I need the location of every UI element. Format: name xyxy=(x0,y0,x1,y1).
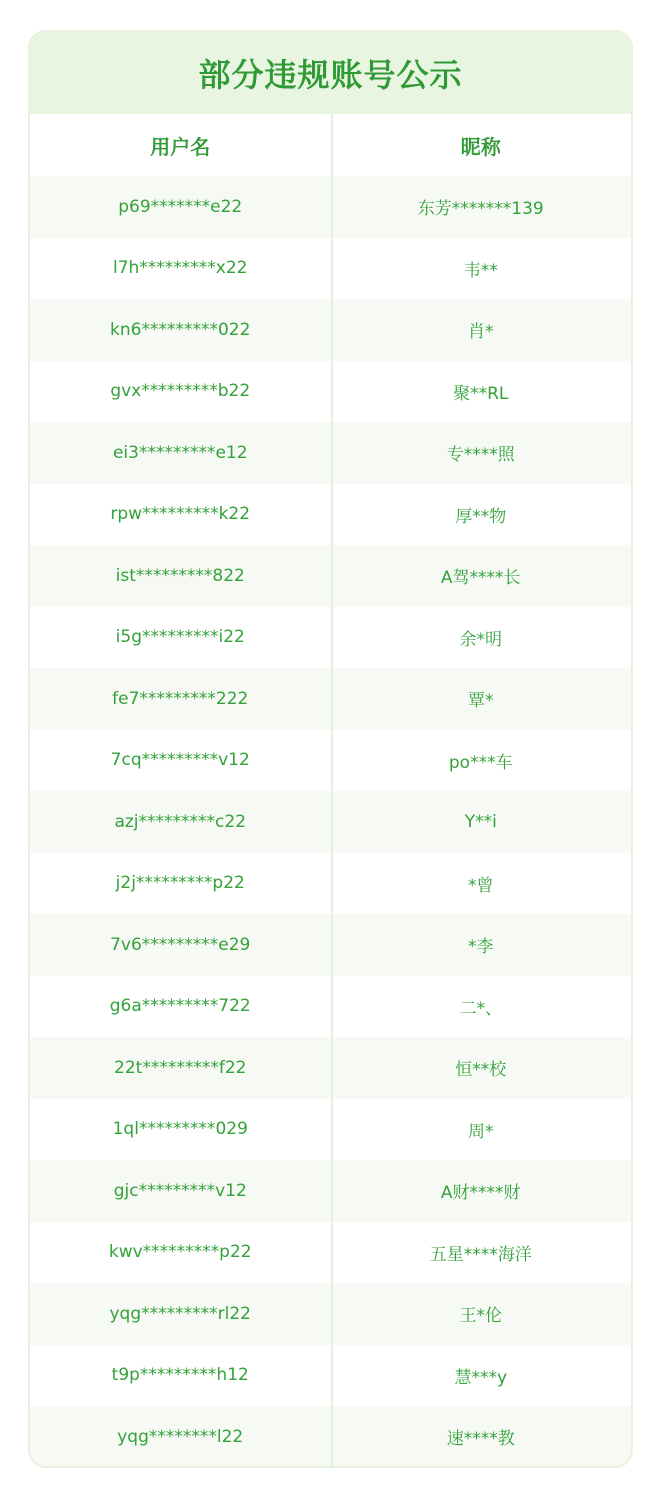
column-divider xyxy=(331,114,333,1468)
header-username: 用户名 xyxy=(150,134,211,159)
nickname-cell: 东芳*******139 xyxy=(417,199,544,220)
username-cell: kn6*********022 xyxy=(110,319,251,340)
username-cell: yqg*********rl22 xyxy=(109,1303,251,1324)
nickname-cell: 覃* xyxy=(468,691,494,712)
nickname-cell: 余*明 xyxy=(459,629,502,650)
username-cell: ist*********822 xyxy=(115,565,245,586)
username-cell: yqg********l22 xyxy=(117,1426,244,1447)
username-cell: i5g*********i22 xyxy=(115,627,245,648)
username-cell: rpw*********k22 xyxy=(110,504,251,525)
nickname-cell: 速****教 xyxy=(446,1429,515,1450)
violation-list-card xyxy=(28,30,633,1468)
nickname-cell: 恒**校 xyxy=(455,1060,507,1081)
username-cell: g6a*********722 xyxy=(109,996,251,1017)
username-cell: 22t*********f22 xyxy=(114,1057,247,1078)
nickname-cell: 二*、 xyxy=(459,998,502,1019)
nickname-cell: po***车 xyxy=(448,752,513,773)
nickname-cell: 韦** xyxy=(463,260,498,281)
nickname-cell: A财****财 xyxy=(440,1183,521,1204)
header-nickname: 昵称 xyxy=(460,134,501,159)
username-cell: 7v6*********e29 xyxy=(110,934,251,955)
nickname-cell: 厚**物 xyxy=(455,506,507,527)
nickname-cell: 五星****海洋 xyxy=(429,1244,532,1265)
username-cell: ei3*********e12 xyxy=(112,442,248,463)
username-cell: gjc*********v12 xyxy=(113,1180,247,1201)
page-title: 部分违规账号公示 xyxy=(198,56,463,94)
nickname-cell: Y**i xyxy=(464,811,497,832)
violation-table xyxy=(30,114,631,1468)
nickname-cell: 肖* xyxy=(468,322,494,343)
username-cell: p69*******e22 xyxy=(118,196,243,217)
username-cell: kwv*********p22 xyxy=(108,1242,252,1263)
username-cell: 7cq*********v12 xyxy=(110,750,250,771)
nickname-cell: 聚**RL xyxy=(453,383,509,404)
nickname-cell: A驾****长 xyxy=(440,568,521,589)
nickname-cell: 专****照 xyxy=(446,445,515,466)
nickname-cell: 慧***y xyxy=(454,1367,508,1388)
nickname-cell: *李 xyxy=(468,937,494,958)
username-cell: t9p*********h12 xyxy=(111,1365,249,1386)
username-cell: gvx*********b22 xyxy=(110,381,251,402)
username-cell: 1ql*********029 xyxy=(112,1119,248,1140)
nickname-cell: *曾 xyxy=(468,875,494,896)
nickname-cell: 王*伦 xyxy=(459,1306,502,1327)
username-cell: l7h*********x22 xyxy=(112,258,248,279)
title-bar xyxy=(30,32,631,114)
nickname-cell: 周* xyxy=(468,1121,494,1142)
username-cell: j2j*********p22 xyxy=(115,873,245,894)
username-cell: azj*********c22 xyxy=(114,811,247,832)
username-cell: fe7*********222 xyxy=(112,688,249,709)
